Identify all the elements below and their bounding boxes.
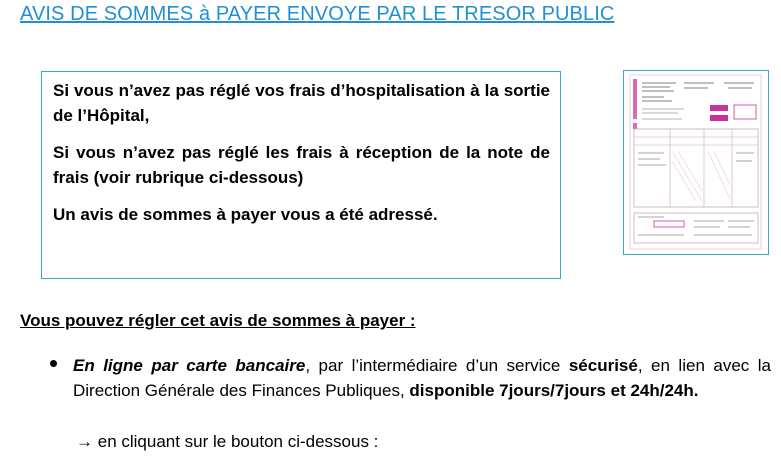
info-line-note-de-frais: Si vous n’avez pas réglé les frais à réception de la note de frais (voir rubrique ci-dessous) bbox=[53, 143, 550, 187]
info-line-hospital: Si vous n’avez pas réglé vos frais d’hospitalisation à la sortie de l’Hôpital, bbox=[53, 81, 550, 125]
payment-option-secure: sécurisé bbox=[568, 356, 638, 375]
payment-notice-thumbnail bbox=[623, 70, 769, 255]
info-box bbox=[41, 71, 561, 279]
payment-option-text-1: , par l’intermédiaire d’un service bbox=[305, 356, 569, 375]
payment-option-lead: En ligne par carte bancaire bbox=[73, 356, 306, 375]
click-instruction bbox=[76, 429, 378, 454]
click-instruction-text: en cliquant sur le bouton ci-dessous : bbox=[97, 432, 379, 451]
payment-option-text-2: , en lien avec la Direction Générale des Finances Publiques, bbox=[73, 356, 771, 400]
page-title: AVIS DE SOMMES à PAYER ENVOYE PAR LE TRESOR PUBLIC bbox=[20, 3, 615, 25]
document-preview-icon bbox=[624, 71, 767, 253]
payment-option-availability: disponible 7jours/7jours et 24h/24h. bbox=[409, 381, 699, 400]
right-arrow-icon: → bbox=[76, 432, 93, 451]
bullet-dot-icon bbox=[50, 360, 57, 367]
section-heading-payment-options: Vous pouvez régler cet avis de sommes à payer : bbox=[20, 311, 416, 330]
payment-option-online bbox=[73, 353, 771, 403]
info-line-avis: Un avis de sommes à payer vous a été adressé. bbox=[53, 205, 438, 224]
